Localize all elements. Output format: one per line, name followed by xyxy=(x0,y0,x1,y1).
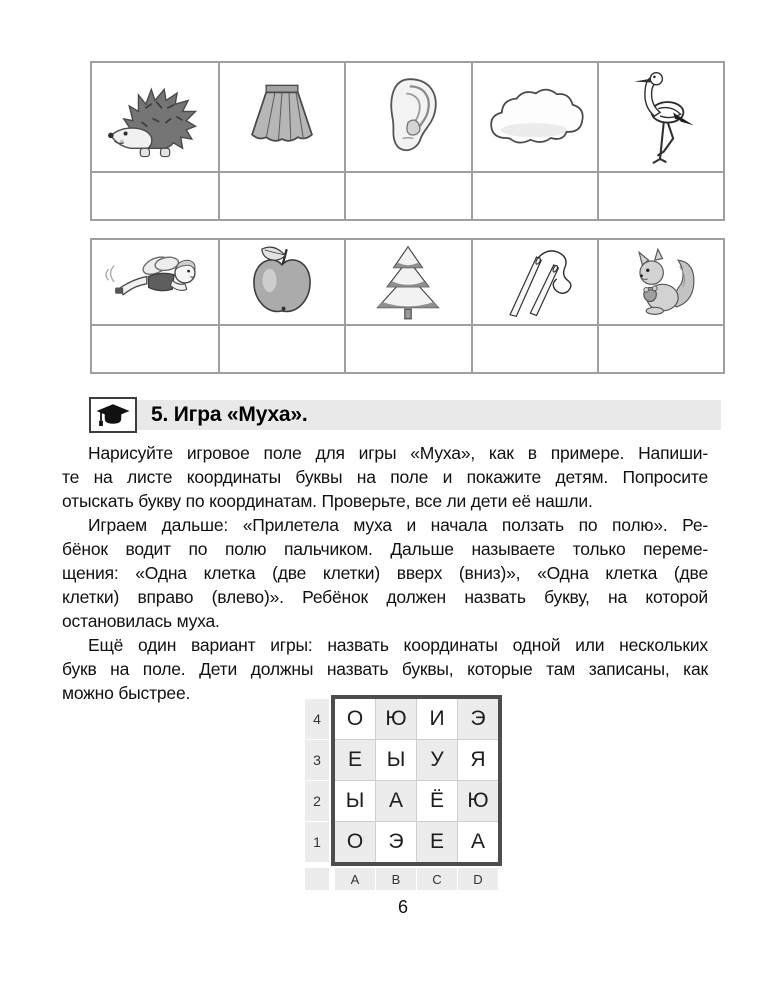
grid-cell-C1: Е xyxy=(417,822,457,862)
grid-cell-A4: О xyxy=(335,699,375,739)
column-label: C xyxy=(417,868,457,890)
answer-cell xyxy=(471,324,597,372)
paragraph-1 xyxy=(62,441,708,513)
skirt-image xyxy=(228,73,336,161)
stork-image xyxy=(619,65,703,169)
grid-cell-D3: Я xyxy=(458,740,498,780)
grid-corner-cell xyxy=(305,868,329,890)
answer-cell xyxy=(92,324,218,372)
section-header xyxy=(89,397,721,433)
row-label: 1 xyxy=(305,822,329,862)
picture-cell xyxy=(92,63,218,171)
picture-table-2 xyxy=(90,238,725,374)
picture-cell xyxy=(218,63,344,171)
ear-image xyxy=(363,71,453,163)
grid-cell-D2: Ю xyxy=(458,781,498,821)
mukha-game-grid xyxy=(305,695,502,890)
grid-cell-B1: Э xyxy=(376,822,416,862)
text-line: остановилась муха. xyxy=(62,611,220,631)
text-line: Нарисуйте игровое поле для игры «Муха», как в примере. Напиши- xyxy=(88,443,708,463)
grid-column-labels xyxy=(331,868,502,890)
text-line: щения: «Одна клетка (две клетки) вверх (вниз)», «Одна клетка (две xyxy=(62,563,708,583)
picture-cell xyxy=(92,240,218,324)
grid-cell-A2: Ы xyxy=(335,781,375,821)
text-line: Играем дальше: «Прилетела муха и начала ползать по полю». Ре- xyxy=(88,515,708,535)
picture-cell xyxy=(344,63,470,171)
column-label: A xyxy=(335,868,375,890)
cloud-image xyxy=(478,82,592,152)
row-label: 3 xyxy=(305,740,329,780)
answer-cell xyxy=(344,171,470,219)
grid-cell-C2: Ё xyxy=(417,781,457,821)
fairy-image xyxy=(96,245,214,319)
picture-cell xyxy=(597,240,723,324)
grid-cell-B4: Ю xyxy=(376,699,416,739)
picture-cell xyxy=(471,240,597,324)
row-label: 2 xyxy=(305,781,329,821)
squirrel-image xyxy=(620,243,702,321)
grid-cell-C3: У xyxy=(417,740,457,780)
paragraph-2 xyxy=(62,513,708,633)
instructions-text xyxy=(62,441,708,705)
answer-cell xyxy=(92,171,218,219)
grid-cell-B3: Ы xyxy=(376,740,416,780)
picture-cell xyxy=(471,63,597,171)
grid-cell-A3: Е xyxy=(335,740,375,780)
section-title: 5. Игра «Муха». xyxy=(151,403,308,426)
grid-frame xyxy=(331,695,502,866)
answer-cell xyxy=(471,171,597,219)
grid-cell-D1: А xyxy=(458,822,498,862)
grid-cell-B2: А xyxy=(376,781,416,821)
graduation-cap-icon xyxy=(95,402,131,429)
text-line: бёнок водит по полю пальчиком. Дальше называете только переме- xyxy=(62,539,708,559)
answer-cell xyxy=(344,324,470,372)
needles-image xyxy=(495,243,575,321)
icon-box xyxy=(89,397,137,433)
page-number: 6 xyxy=(397,897,408,917)
picture-table-1 xyxy=(90,61,725,221)
grid-cell-C4: И xyxy=(417,699,457,739)
hedgehog-image xyxy=(99,71,211,163)
text-line: можно быстрее. xyxy=(62,683,191,703)
apple-image xyxy=(241,243,323,321)
answer-cell xyxy=(218,324,344,372)
picture-cell xyxy=(597,63,723,171)
text-line: те на листе координаты буквы на поле и покажите детям. Попросите xyxy=(62,467,708,487)
grid-row-labels xyxy=(305,695,329,866)
column-label: D xyxy=(458,868,498,890)
fir-tree-image xyxy=(366,242,450,322)
answer-cell xyxy=(597,171,723,219)
grid-cell-A1: О xyxy=(335,822,375,862)
text-line: клетки) вправо (влево)». Ребёнок должен назвать букву, на которой xyxy=(62,587,708,607)
picture-cell xyxy=(344,240,470,324)
row-label: 4 xyxy=(305,699,329,739)
answer-cell xyxy=(597,324,723,372)
answer-cell xyxy=(218,171,344,219)
text-line: Ещё один вариант игры: назвать координаты одной или нескольких xyxy=(88,635,708,655)
grid-cell-D4: Э xyxy=(458,699,498,739)
picture-cell xyxy=(218,240,344,324)
text-line: букв на поле. Дети должны назвать буквы, которые там записаны, как xyxy=(62,659,708,679)
text-line: отыскать букву по координатам. Проверьте, все ли дети её нашли. xyxy=(62,491,593,511)
column-label: B xyxy=(376,868,416,890)
